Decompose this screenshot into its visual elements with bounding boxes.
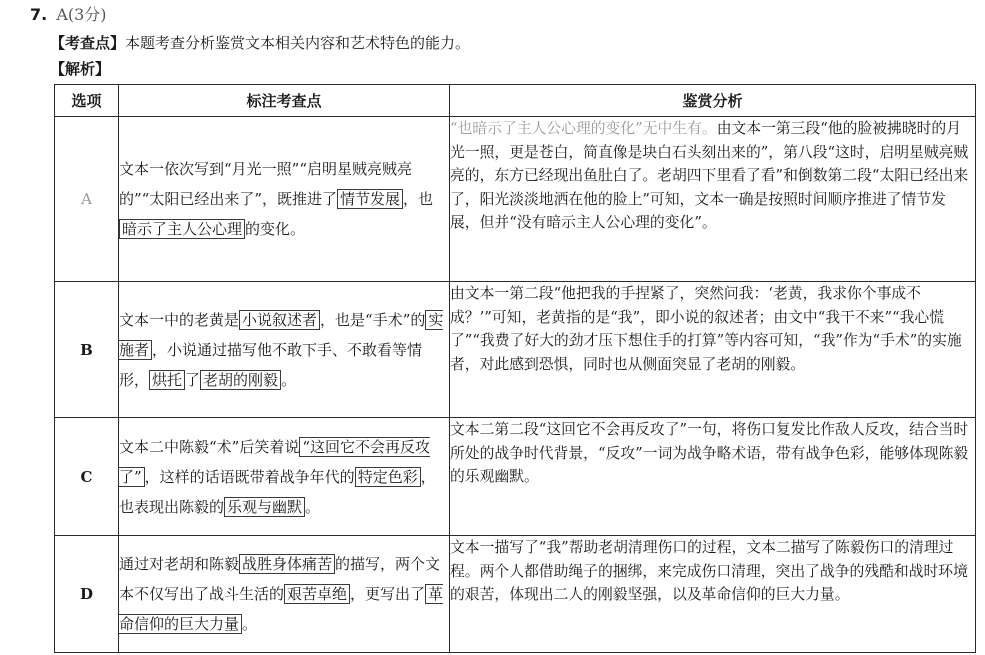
point-text: 。 (281, 370, 297, 389)
analysis-quote: “也暗示了主人公心理的变化”无中生有。 (450, 120, 717, 137)
table-row (55, 117, 976, 282)
boxed-keyword: 情节发展 (337, 189, 403, 209)
point-text: ，也表现出陈毅的 (119, 467, 436, 516)
point-cell (119, 418, 450, 536)
header-option: 选项 (55, 85, 119, 117)
point-cell (119, 536, 450, 653)
question-header (30, 4, 107, 26)
boxed-keyword: 小说叙述者 (239, 310, 320, 330)
boxed-keyword: 革命信仰的巨大力量 (119, 585, 444, 633)
boxed-keyword: 特定色彩 (355, 467, 421, 487)
question-answer: A(3分) (56, 5, 107, 24)
point-cell (119, 282, 450, 418)
boxed-keyword: 战胜身体痛苦 (239, 554, 335, 574)
boxed-keyword: “这回它不会再反攻了” (119, 437, 431, 486)
analysis-text: 文本二第二段“这回它不会再反攻了”一句，将伤口复发比作敌人反攻，结合当时所处的战争时代背景，“反攻”一词为战争略术语，带有战争色彩，能够体现陈毅的乐观幽默。 (450, 421, 969, 485)
analysis-text: 由文本一第二段“他把我的手捏紧了，突然问我：‘老黄，我求你个事成不成？’”可知，老黄指的是“我”，即小说的叙述者；由文中“我干不来”“我心慌了”“我费了好大的劲才压下想住手的打算”等内容可知，“我”作为“手术”的实施者，对此感到恐惧，同时也从侧面突显了老胡的刚毅。 (450, 285, 962, 373)
point-text: 。 (242, 615, 258, 633)
analysis-text: 由文本一第三段“他的脸被拂晓时的月光一照，更是苍白，简直像是块白石头刻出来的”，第八段“这时，启明星贼亮贼亮的，东方已经现出鱼肚白了。老胡四下里看了看”和倒数第二段“太阳已经出来了，阳光淡淡地洒在他的脸上”可知，文本一确是按照时间顺序推进了情节发展，但并“没有暗示主人公心理的变化”。 (450, 120, 969, 231)
analysis-cell (450, 536, 976, 653)
point-text: 的描写，两个文本不仅写出了战斗生活的 (119, 555, 441, 603)
table-row (55, 282, 976, 418)
option-label: A (55, 117, 119, 282)
analysis-text: 文本一描写了“我”帮助老胡清理伤口的过程，文本二描写了陈毅伤口的清理过程。两个人都借助绳子的捆绑，来完成伤口清理，突出了战争的残酷和战时环境的艰苦，体现出二人的刚毅坚强，以及革命信仰的巨大力量。 (450, 539, 968, 603)
point-text: 了 (185, 370, 201, 389)
point-text: 文本一中的老黄是 (119, 310, 240, 329)
boxed-keyword: 乐观与幽默 (224, 497, 305, 517)
kaodian-label: 【考查点】 (50, 34, 126, 52)
point-text: 文本一依次写到“月光一照”“启明星贼亮贼亮的”“太阳已经出来了”，既推进了 (119, 160, 413, 208)
point-text: ，也是“手术”的 (320, 310, 426, 329)
option-label: C (55, 418, 119, 536)
header-analysis: 鉴赏分析 (450, 85, 976, 117)
analysis-table (54, 84, 976, 653)
point-text: ，小说通过描写他不敢下手、不敢看等情形， (119, 340, 423, 389)
kaodian-text: 本题考查分析鉴赏文本相关内容和艺术特色的能力。 (125, 34, 471, 52)
boxed-keyword: 艰苦卓绝 (284, 584, 350, 604)
point-text: 的变化。 (245, 220, 306, 238)
point-text: ，更写出了 (350, 585, 426, 603)
boxed-keyword: 实施者 (119, 310, 444, 359)
point-text: 通过对老胡和陈毅 (119, 555, 240, 573)
point-text: ，也 (403, 190, 434, 208)
option-label: B (55, 282, 119, 418)
kaodian-line (50, 32, 470, 54)
analysis-cell (450, 418, 976, 536)
jiexi-label-line (50, 58, 110, 80)
jiexi-label: 【解析】 (50, 60, 111, 78)
point-cell (119, 117, 450, 282)
analysis-cell (450, 282, 976, 418)
header-point: 标注考查点 (119, 85, 450, 117)
boxed-keyword: 暗示了主人公心理 (119, 219, 245, 239)
boxed-keyword: 老胡的刚毅 (200, 370, 281, 390)
table-row (55, 418, 976, 536)
option-label: D (55, 536, 119, 653)
question-number: 7. (30, 5, 48, 24)
table-header-row (55, 85, 976, 117)
point-text: 。 (305, 497, 321, 516)
analysis-cell (450, 117, 976, 282)
point-text: 文本二中陈毅“术”后笑着说 (119, 437, 300, 456)
boxed-keyword: 烘托 (149, 370, 185, 390)
point-text: ，这样的话语既带着战争年代的 (144, 467, 355, 486)
table-row (55, 536, 976, 653)
